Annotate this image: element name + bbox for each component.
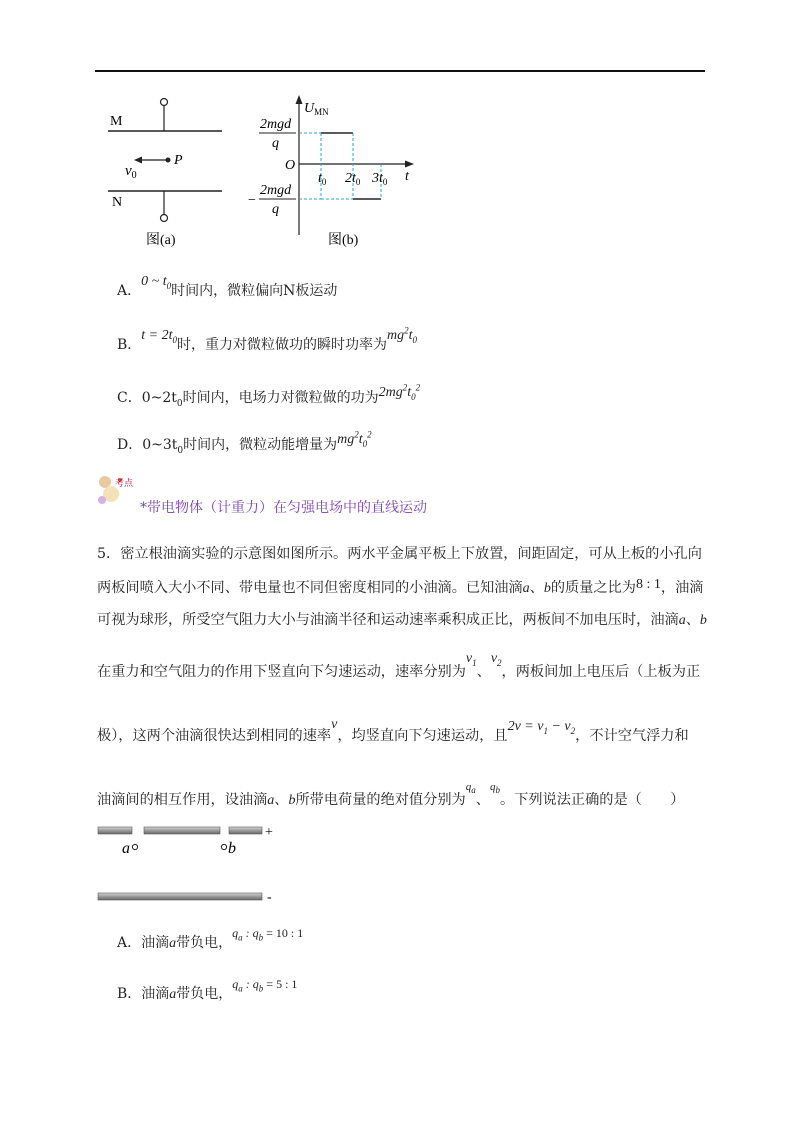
topic-badge-icon (93, 470, 133, 510)
drop-b-label: b (228, 840, 236, 857)
svg-text:UMN (304, 101, 329, 117)
lower-plate (98, 893, 262, 900)
figure-b-caption: 图(b) (328, 233, 359, 248)
plate-m-label: M (110, 114, 123, 129)
option-5a: A．油滴a带负电，$q_a$ : $q_b = 10$ : 1 (117, 926, 304, 951)
particle-p-label: P (174, 153, 183, 168)
svg-text:考点: 考点 (115, 478, 133, 488)
header-rule (95, 70, 705, 72)
minus-sign: - (267, 890, 272, 905)
neg-sign: − (248, 193, 256, 208)
pos-level-num: 2mgd (260, 117, 292, 132)
axis-y-label: U (304, 101, 315, 116)
tick-t0: t (318, 171, 322, 186)
option-4d: D．$0\sim 3t_0$时间内，微粒动能增量为$mg^2t_0^2$ (117, 429, 372, 456)
tick-3t0: 3t (372, 171, 383, 186)
tick-2t0: 2t (345, 171, 356, 186)
option-4b: B．$t = 2t_0$时，重力对微粒做功的瞬时功率为$mg^2t_0$ (117, 325, 418, 353)
topic-text: *带电物体（计重力）在匀强电场中的直线运动 (140, 500, 427, 516)
svg-text:v0 (125, 163, 137, 181)
drop-b (221, 844, 226, 849)
upper-plate-left (98, 827, 132, 834)
figure-a (100, 90, 230, 255)
upper-plate-right (229, 827, 262, 834)
q5-line-5: 极），这两个油滴很快达到相同的速率v，均竖直向下匀速运动，且$2v = v_1 - v_2$，不计空气浮力和 (97, 717, 689, 744)
q5-line-1: 5．密立根油滴实验的示意图如图所示。两水平金属平板上下放置，间距固定，可从上板的小孔向 (97, 546, 702, 562)
figure-b (248, 90, 423, 255)
origin-label: O (285, 158, 296, 173)
neg-level-num: 2mgd (260, 183, 292, 198)
drop-a-label: a (122, 840, 130, 857)
drop-a (132, 844, 137, 849)
option-5b: B．油滴a带负电，$q_a$ : $q_b = 5$ : 1 (117, 977, 298, 1002)
svg-text:3t0: $3t_0$ (372, 171, 388, 187)
neg-level-den: q (272, 202, 279, 217)
q5-line-6: 油滴间的相互作用，设油滴a、b所带电荷量的绝对值分别为$^{q_a}$、$^{q_b}$。下列说法正确的是（ ） (97, 781, 685, 808)
upper-plate-middle (144, 827, 220, 834)
axis-x-label: t (405, 169, 409, 184)
q5-line-2: 两板间喷入大小不同、带电量也不同但密度相同的小油滴。已知油滴a、b的质量之比为8 : 1，油滴 (97, 577, 704, 596)
option-4c: C．$0\sim 2t_0$时间内，电场力对微粒做的功为$2mg^2t_0^2$ (117, 382, 421, 409)
figure-q5 (93, 820, 293, 910)
velocity-label: v (125, 163, 132, 179)
q5-line-3: 可视为球形，所受空气阻力大小与油滴半径和运动速率乘积成正比，两板间不加电压时，油滴a、b (97, 612, 707, 628)
figure-a-caption: 图(a) (146, 233, 176, 248)
q5-line-4: 在重力和空气阻力的作用下竖直向下匀速运动，速率分别为$v_1$、$v_2$，两板间加上电压后（上板为正 (97, 651, 701, 680)
velocity-sub: 0 (131, 170, 137, 181)
svg-text:2t0: $2t_0$ (345, 171, 361, 187)
plus-sign: + (265, 825, 273, 840)
plate-n-label: N (112, 195, 123, 210)
axis-y-sub: MN (314, 107, 329, 117)
pos-level-den: q (272, 136, 279, 151)
option-4a: A．0 ~ $t_0$时间内，微粒偏向N板运动 (117, 274, 338, 299)
svg-text:t0: $t_0$ (318, 171, 327, 187)
